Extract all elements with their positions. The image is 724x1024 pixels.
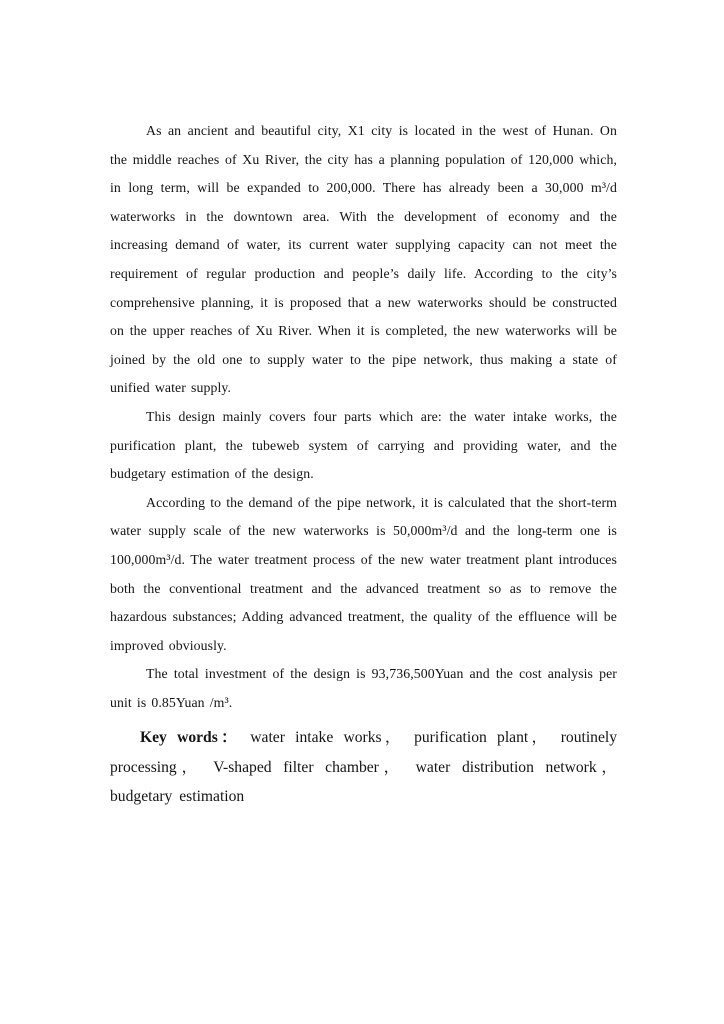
keywords-label: Key words： [140,729,241,747]
abstract-paragraph-3: According to the demand of the pipe network, it is calculated that the short-term water supply scale of the new waterworks is 50,000m³/d and the long-term one is 100,000m³/d. The water treatment process of the new water treatment plant introduces both the conventional treatment and the advanced treatment so as to remove the hazardous substances; Adding advanced treatment, the quality of the effluence will be improved obviously. [110,494,617,653]
abstract-paragraph-2: This design mainly covers four parts which are: the water intake works, the purification plant, the tubeweb system of carrying and providing water, and the budgetary estimation of the design. [110,408,617,482]
keywords-paragraph [110,723,617,812]
keywords-text: water intake works， purification plant， routinely processing， V-shaped filter chamber， water distribution network， budgetary estimation [110,729,618,806]
abstract-text-block [110,117,617,812]
abstract-paragraph-4: The total investment of the design is 93,736,500Yuan and the cost analysis per unit is 0.85Yuan /m³. [110,666,617,710]
abstract-paragraph-1: As an ancient and beautiful city, X1 city is located in the west of Hunan. On the middle reaches of Xu River, the city has a planning population of 120,000 which, in long term, will be expanded to 200,000. There has already been a 30,000 m³/d waterworks in the downtown area. With the development of economy and the increasing demand of water, its current water supplying capacity can not meet the requirement of regular production and people’s daily life. According to the city’s comprehensive planning, it is proposed that a new waterworks should be constructed on the upper reaches of Xu River. When it is completed, the new waterworks will be joined by the old one to supply water to the pipe network, thus making a state of unified water supply. [110,123,617,396]
